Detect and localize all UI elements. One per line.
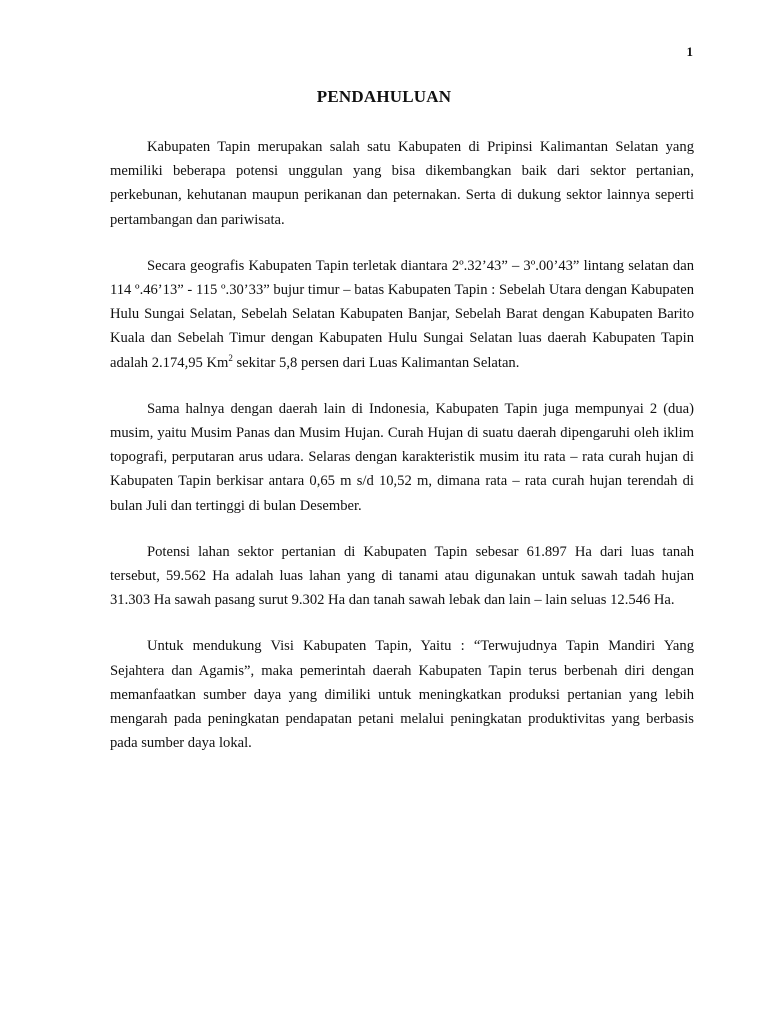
area-unit-superscript: 2 (228, 352, 233, 363)
paragraph-geography-text: Secara geografis Kabupaten Tapin terletak diantara 2º.32’43” – 3º.00’43” lintang selatan dan 114 º.46’13” - 115 º.30’33” bujur timur – batas Kabupaten Tapin : Sebelah Utara dengan Kabupaten Hulu Sungai Selatan, Sebelah Selatan Kabupaten Banjar, Sebelah Barat dengan Kabupaten Barito Kuala dan Sebelah Timur dengan Kabupaten Hulu Sungai Selatan luas daerah Kabupaten Tapin adalah 2.174,95 Km (110, 257, 694, 371)
paragraph-geography-text-end: sekitar 5,8 persen dari Luas Kalimantan Selatan. (232, 354, 520, 371)
paragraph-vision: Untuk mendukung Visi Kabupaten Tapin, Yaitu : “Terwujudnya Tapin Mandiri Yang Sejahtera dan Agamis”, maka pemerintah daerah Kabupaten Tapin terus berbenah diri dengan memanfaatkan sumber daya yang dimiliki untuk meningkatkan produksi pertanian yang lebih mengarah pada peningkatan pendapatan petani melalui peningkatan produktivitas yang berbasis pada sumber daya lokal. (110, 638, 694, 752)
document-body (110, 135, 694, 755)
page-title: PENDAHULUAN (316, 87, 452, 106)
paragraph-geography (110, 254, 694, 375)
paragraph-agriculture-land: Potensi lahan sektor pertanian di Kabupaten Tapin sebesar 61.897 Ha dari luas tanah tersebut, 59.562 Ha adalah luas lahan yang di tanami atau digunakan untuk sawah tadah hujan 31.303 Ha sawah pasang surut 9.302 Ha dan tanah sawah lebak dan lain – lain seluas 12.546 Ha. (110, 543, 694, 609)
page-number: 1 (686, 44, 693, 59)
paragraph-introduction: Kabupaten Tapin merupakan salah satu Kabupaten di Pripinsi Kalimantan Selatan yang memiliki beberapa potensi unggulan yang bisa dikembangkan baik dari sektor pertanian, perkebunan, kehutanan maupun perikanan dan peternakan. Serta di dukung sektor lainnya seperti pertambangan dan pariwisata. (110, 139, 694, 228)
paragraph-climate: Sama halnya dengan daerah lain di Indonesia, Kabupaten Tapin juga mempunyai 2 (dua) musim, yaitu Musim Panas dan Musim Hujan. Curah Hujan di suatu daerah dipengaruhi oleh iklim topografi, perputaran arus udara. Selaras dengan karakteristik musim itu rata – rata curah hujan di Kabupaten Tapin berkisar antara 0,65 m s/d 10,52 m, dimana rata – rata curah hujan terendah di bulan Juli dan tertinggi di bulan Desember. (110, 400, 694, 514)
